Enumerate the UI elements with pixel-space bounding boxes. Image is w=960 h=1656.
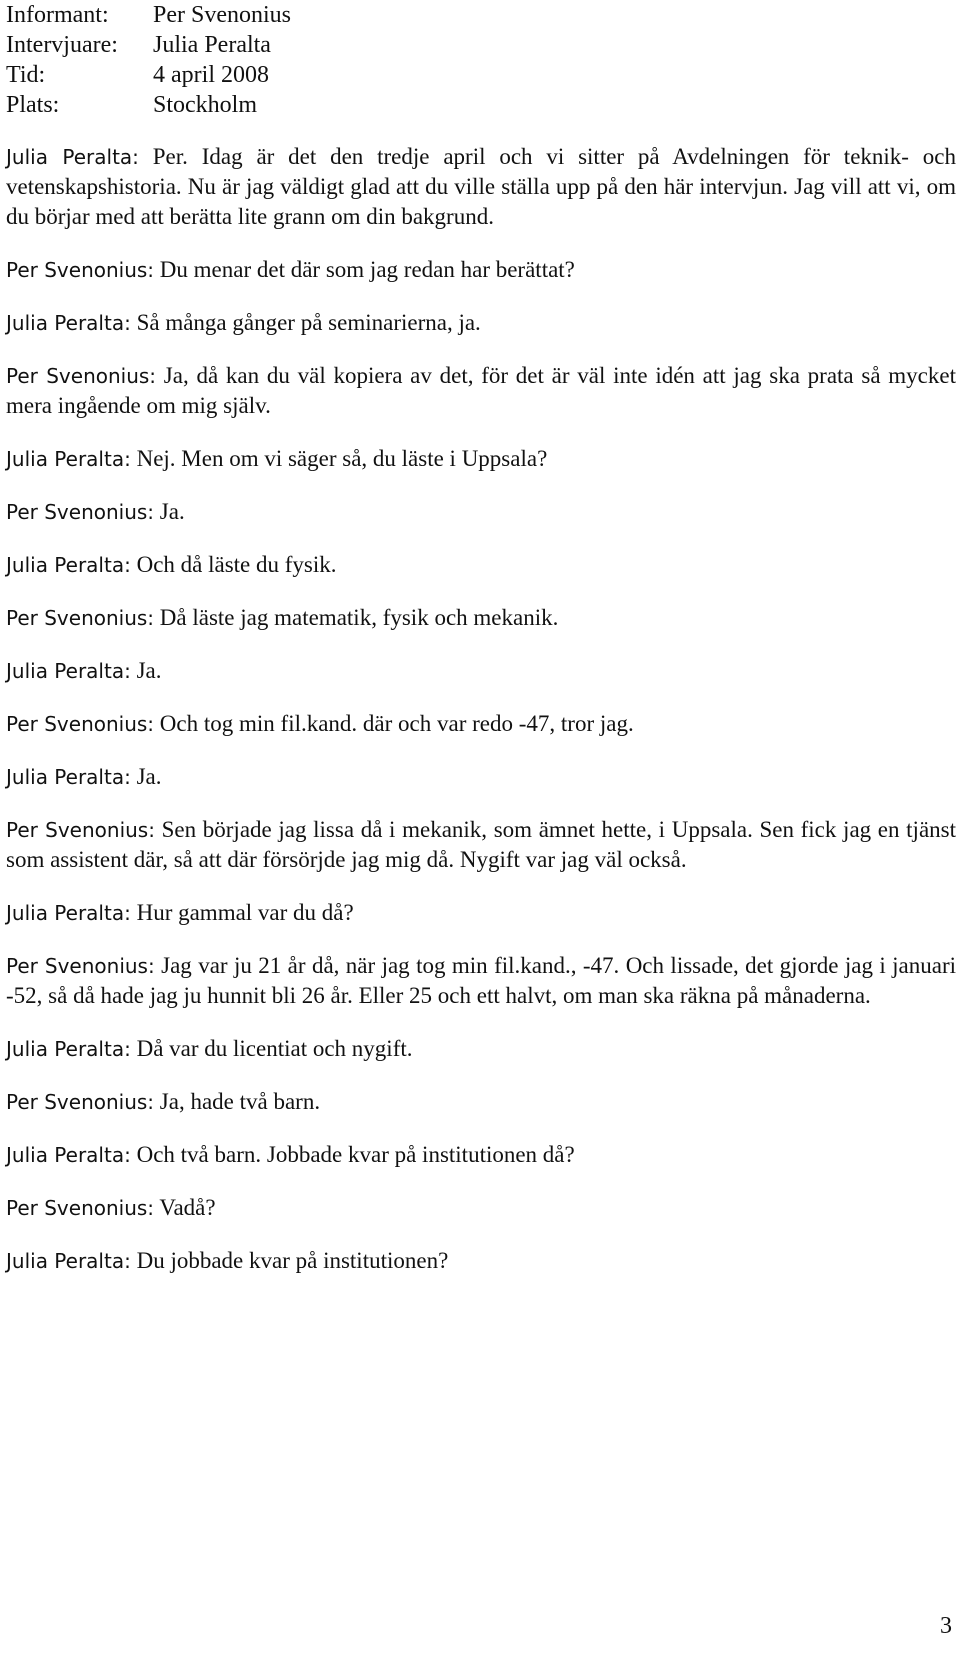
transcript-turn: [6, 898, 956, 928]
transcript-turn: [6, 308, 956, 338]
turn-text: Ja, hade två barn.: [154, 1089, 321, 1114]
metadata-label: Informant:: [6, 2, 109, 28]
transcript-turn: [6, 1034, 956, 1064]
metadata-label: Plats:: [6, 92, 60, 118]
interview-metadata: [6, 0, 291, 120]
turn-text: Då var du licentiat och nygift.: [130, 1036, 413, 1061]
speaker-name: Julia Peralta:: [6, 447, 131, 471]
speaker-name: Julia Peralta:: [6, 1037, 131, 1061]
transcript-turn: [6, 1246, 956, 1276]
turn-text: Och tog min fil.kand. där och var redo -47, tror jag.: [154, 711, 634, 736]
transcript-turn: [6, 255, 956, 285]
speaker-name: Per Svenonius:: [6, 954, 155, 978]
transcript-turn: [6, 1140, 956, 1170]
turn-text: Ja, då kan du väl kopiera av det, för det är väl inte idén att jag ska prata så mycket mera ingående om mig själv.: [6, 363, 956, 418]
metadata-label: Intervjuare:: [6, 32, 118, 58]
turn-text: Då läste jag matematik, fysik och mekanik.: [154, 605, 559, 630]
speaker-name: Julia Peralta:: [6, 1143, 131, 1167]
metadata-row-place: [6, 90, 291, 120]
speaker-name: Julia Peralta:: [6, 553, 131, 577]
speaker-name: Per Svenonius:: [6, 1196, 155, 1220]
turn-text: Per. Idag är det den tredje april och vi sitter på Avdelningen för teknik- och vetenskapshistoria. Nu är jag väldigt glad att du ville ställa upp på den här intervjun. Jag vill att vi, om du börjar med att berätta lite grann om din bakgrund.: [6, 144, 956, 229]
turn-text: Och då läste du fysik.: [130, 552, 337, 577]
speaker-name: Julia Peralta:: [6, 765, 131, 789]
turn-text: Ja.: [130, 658, 162, 683]
metadata-value: Stockholm: [153, 92, 258, 118]
transcript-turn: [6, 1193, 956, 1223]
metadata-value: Julia Peralta: [153, 32, 271, 58]
transcript-turn: [6, 497, 956, 527]
metadata-row-time: [6, 60, 291, 90]
transcript-turn: [6, 550, 956, 580]
turn-text: Nej. Men om vi säger så, du läste i Uppsala?: [130, 446, 548, 471]
speaker-name: Per Svenonius:: [6, 818, 155, 842]
speaker-name: Per Svenonius:: [6, 500, 155, 524]
speaker-name: Julia Peralta:: [6, 145, 139, 169]
speaker-name: Per Svenonius:: [6, 364, 157, 388]
transcript-turn: [6, 444, 956, 474]
transcript-turn: [6, 603, 956, 633]
metadata-label: Tid:: [6, 62, 46, 88]
metadata-row-informant: [6, 0, 291, 30]
transcript-turn: [6, 361, 956, 421]
transcript-turn: [6, 1087, 956, 1117]
turn-text: Sen började jag lissa då i mekanik, som ämnet hette, i Uppsala. Sen fick jag en tjänst som assistent där, så att där försörjde jag mig då. Nygift var jag väl också.: [6, 817, 956, 872]
turn-text: Så många gånger på seminarierna, ja.: [130, 310, 481, 335]
turn-text: Du jobbade kvar på institutionen?: [130, 1248, 449, 1273]
transcript-turn: [6, 815, 956, 875]
speaker-name: Julia Peralta:: [6, 659, 131, 683]
speaker-name: Per Svenonius:: [6, 712, 155, 736]
speaker-name: Julia Peralta:: [6, 1249, 131, 1273]
turn-text: Ja.: [130, 764, 162, 789]
transcript-turn: [6, 656, 956, 686]
transcript-turn: [6, 951, 956, 1011]
speaker-name: Per Svenonius:: [6, 1090, 155, 1114]
transcript-turn: [6, 142, 956, 232]
turn-text: Vadå?: [154, 1195, 216, 1220]
speaker-name: Per Svenonius:: [6, 258, 155, 282]
turn-text: Och två barn. Jobbade kvar på institutionen då?: [130, 1142, 575, 1167]
transcript: [6, 142, 956, 1299]
metadata-value: 4 april 2008: [153, 62, 269, 88]
speaker-name: Julia Peralta:: [6, 311, 131, 335]
turn-text: Hur gammal var du då?: [130, 900, 354, 925]
transcript-turn: [6, 762, 956, 792]
speaker-name: Julia Peralta:: [6, 901, 131, 925]
metadata-row-interviewer: [6, 30, 291, 60]
turn-text: Ja.: [154, 499, 185, 524]
speaker-name: Per Svenonius:: [6, 606, 155, 630]
page-number: 3: [940, 1613, 952, 1639]
turn-text: Du menar det där som jag redan har berättat?: [154, 257, 575, 282]
metadata-value: Per Svenonius: [153, 2, 291, 28]
transcript-turn: [6, 709, 956, 739]
turn-text: Jag var ju 21 år då, när jag tog min fil.kand., -47. Och lissade, det gjorde jag i januari -52, så då hade jag ju hunnit bli 26 år. Eller 25 och ett halvt, om man ska räkna på månaderna.: [6, 953, 957, 1008]
